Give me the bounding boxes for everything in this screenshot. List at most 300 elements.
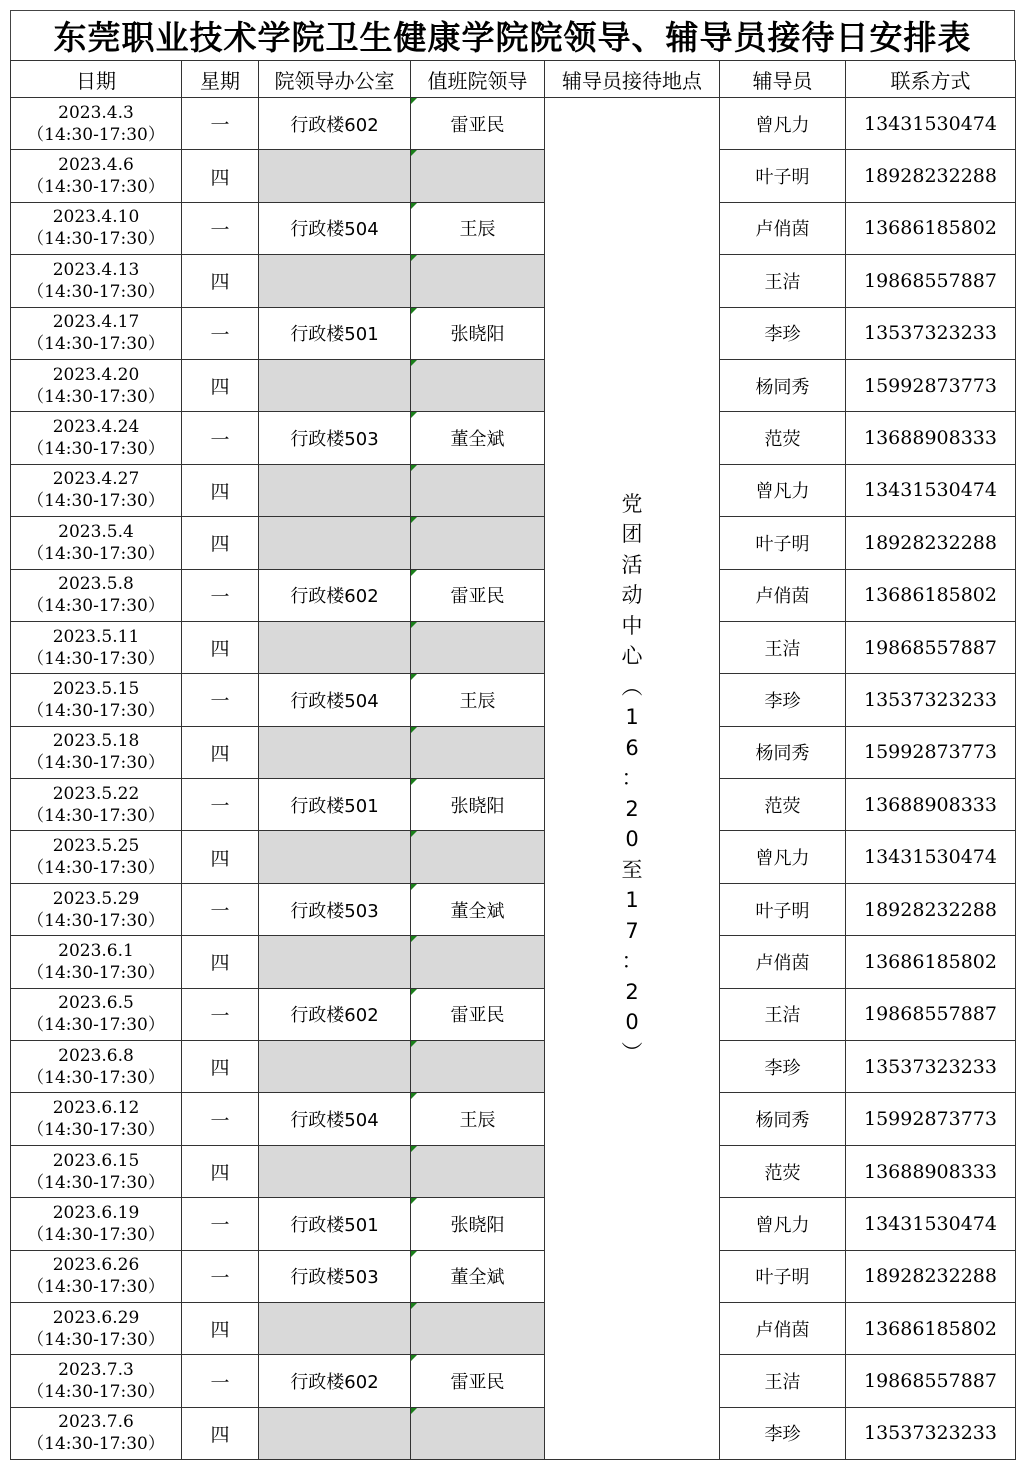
phone-cell: 19868557887	[846, 1355, 1016, 1407]
comment-marker-icon	[411, 1251, 417, 1257]
table-row	[11, 1250, 1016, 1302]
time-text: （14:30-17:30）	[27, 439, 165, 460]
header-office: 院领导办公室	[259, 61, 411, 98]
office-cell	[259, 517, 411, 569]
counselor-cell: 王洁	[720, 1355, 846, 1407]
office-cell: 行政楼602	[259, 1355, 411, 1407]
counselor-cell: 曾凡力	[720, 464, 846, 516]
date-cell	[11, 150, 182, 202]
table-row	[11, 98, 1016, 150]
date-text: 2023.6.26	[52, 1255, 140, 1276]
office-cell	[259, 726, 411, 778]
phone-cell: 13431530474	[846, 464, 1016, 516]
leader-cell	[411, 674, 545, 726]
date-cell	[11, 726, 182, 778]
counselor-cell: 卢俏茵	[720, 202, 846, 254]
date-text: 2023.5.15	[52, 678, 140, 699]
counselor-cell: 李珍	[720, 674, 846, 726]
date-cell	[11, 202, 182, 254]
leader-name: 张晓阳	[450, 324, 505, 346]
time-text: （14:30-17:30）	[27, 1172, 165, 1193]
counselor-cell: 王洁	[720, 621, 846, 673]
leader-cell	[411, 1041, 545, 1093]
counselor-cell: 曾凡力	[720, 831, 846, 883]
table-row	[11, 1355, 1016, 1407]
location-vertical-text	[545, 489, 719, 1069]
date-cell	[11, 307, 182, 359]
date-text: 2023.4.17	[52, 312, 140, 333]
table-row	[11, 988, 1016, 1040]
comment-marker-icon	[411, 1355, 417, 1361]
phone-cell: 13686185802	[846, 202, 1016, 254]
time-text: （14:30-17:30）	[27, 543, 165, 564]
date-text: 2023.4.13	[52, 259, 140, 280]
weekday-cell: 一	[182, 1250, 259, 1302]
header-leader: 值班院领导	[411, 61, 545, 98]
schedule-table	[10, 60, 1016, 1460]
weekday-cell: 四	[182, 1041, 259, 1093]
location-char: 1	[625, 888, 639, 913]
date-text: 2023.4.20	[52, 364, 140, 385]
weekday-cell: 四	[182, 150, 259, 202]
table-row	[11, 359, 1016, 411]
location-char: 0	[625, 827, 639, 852]
time-text: （14:30-17:30）	[27, 858, 165, 879]
phone-cell: 13686185802	[846, 936, 1016, 988]
comment-marker-icon	[411, 674, 417, 680]
location-char: 2	[625, 979, 639, 1004]
table-row	[11, 1198, 1016, 1250]
leader-cell	[411, 1198, 545, 1250]
location-char: 至	[621, 857, 643, 882]
date-cell	[11, 831, 182, 883]
comment-marker-icon	[411, 727, 417, 733]
time-text: （14:30-17:30）	[27, 491, 165, 512]
table-row	[11, 517, 1016, 569]
time-text: （14:30-17:30）	[27, 596, 165, 617]
weekday-cell: 四	[182, 831, 259, 883]
comment-marker-icon	[411, 622, 417, 628]
leader-cell	[411, 359, 545, 411]
date-text: 2023.5.22	[52, 783, 140, 804]
time-text: （14:30-17:30）	[27, 753, 165, 774]
comment-marker-icon	[411, 150, 417, 156]
phone-cell: 18928232288	[846, 517, 1016, 569]
time-text: （14:30-17:30）	[27, 1015, 165, 1036]
location-char: 团	[621, 522, 643, 547]
time-text: （14:30-17:30）	[27, 648, 165, 669]
table-row	[11, 150, 1016, 202]
date-text: 2023.6.5	[58, 993, 134, 1014]
weekday-cell: 一	[182, 307, 259, 359]
location-char: ：	[621, 766, 643, 791]
weekday-cell: 一	[182, 98, 259, 150]
leader-name: 张晓阳	[450, 1214, 505, 1236]
time-text: （14:30-17:30）	[27, 700, 165, 721]
office-cell: 行政楼504	[259, 1093, 411, 1145]
leader-name: 王辰	[459, 690, 496, 712]
date-cell	[11, 517, 182, 569]
time-text: （14:30-17:30）	[27, 1434, 165, 1455]
table-row	[11, 726, 1016, 778]
header-counselor: 辅导员	[720, 61, 846, 98]
date-cell	[11, 1250, 182, 1302]
leader-cell	[411, 98, 545, 150]
location-char: 动	[621, 583, 643, 608]
phone-cell: 13537323233	[846, 1041, 1016, 1093]
leader-name: 王辰	[459, 219, 496, 241]
table-row	[11, 1302, 1016, 1354]
date-text: 2023.7.3	[58, 1360, 134, 1381]
office-cell	[259, 1302, 411, 1354]
date-text: 2023.6.8	[58, 1045, 134, 1066]
leader-cell	[411, 883, 545, 935]
time-text: （14:30-17:30）	[27, 281, 165, 302]
location-char: ︵	[621, 674, 643, 699]
weekday-cell: 四	[182, 1145, 259, 1197]
time-text: （14:30-17:30）	[27, 1224, 165, 1245]
date-text: 2023.6.12	[52, 1098, 140, 1119]
phone-cell: 13537323233	[846, 1407, 1016, 1459]
comment-marker-icon	[411, 98, 417, 104]
counselor-cell: 范荧	[720, 412, 846, 464]
time-text: （14:30-17:30）	[27, 962, 165, 983]
counselor-cell: 杨同秀	[720, 359, 846, 411]
table-row	[11, 779, 1016, 831]
date-cell	[11, 988, 182, 1040]
table-row	[11, 621, 1016, 673]
counselor-cell: 杨同秀	[720, 1093, 846, 1145]
office-cell: 行政楼501	[259, 1198, 411, 1250]
header-location: 辅导员接待地点	[545, 61, 720, 98]
leader-cell	[411, 936, 545, 988]
counselor-cell: 卢俏茵	[720, 569, 846, 621]
office-cell: 行政楼503	[259, 412, 411, 464]
date-cell	[11, 1145, 182, 1197]
counselor-cell: 杨同秀	[720, 726, 846, 778]
date-cell	[11, 569, 182, 621]
counselor-cell: 叶子明	[720, 517, 846, 569]
office-cell	[259, 1145, 411, 1197]
counselor-cell: 卢俏茵	[720, 1302, 846, 1354]
phone-cell: 13688908333	[846, 412, 1016, 464]
date-cell	[11, 464, 182, 516]
table-row	[11, 674, 1016, 726]
phone-cell: 18928232288	[846, 150, 1016, 202]
table-body	[11, 98, 1016, 1460]
leader-cell	[411, 1302, 545, 1354]
office-cell	[259, 464, 411, 516]
leader-cell	[411, 202, 545, 254]
phone-cell: 13686185802	[846, 569, 1016, 621]
leader-name: 张晓阳	[450, 795, 505, 817]
comment-marker-icon	[411, 1041, 417, 1047]
weekday-cell: 四	[182, 359, 259, 411]
phone-cell: 13688908333	[846, 1145, 1016, 1197]
table-row	[11, 412, 1016, 464]
weekday-cell: 一	[182, 1355, 259, 1407]
phone-cell: 13686185802	[846, 1302, 1016, 1354]
location-char: 心	[621, 644, 643, 669]
counselor-cell: 范荧	[720, 779, 846, 831]
leader-name: 董全斌	[450, 900, 505, 922]
counselor-cell: 李珍	[720, 1041, 846, 1093]
date-cell	[11, 621, 182, 673]
table-row	[11, 255, 1016, 307]
date-cell	[11, 1302, 182, 1354]
counselor-cell: 卢俏茵	[720, 936, 846, 988]
weekday-cell: 四	[182, 936, 259, 988]
location-char: 7	[625, 918, 639, 943]
comment-marker-icon	[411, 1408, 417, 1414]
date-cell	[11, 255, 182, 307]
date-cell	[11, 674, 182, 726]
table-row	[11, 936, 1016, 988]
page-title: 东莞职业技术学院卫生健康学院院领导、辅导员接待日安排表	[10, 10, 1015, 60]
comment-marker-icon	[411, 203, 417, 209]
date-text: 2023.6.19	[52, 1202, 140, 1223]
date-text: 2023.5.25	[52, 836, 140, 857]
counselor-cell: 王洁	[720, 255, 846, 307]
leader-cell	[411, 1407, 545, 1459]
leader-cell	[411, 464, 545, 516]
header-row	[11, 61, 1016, 98]
header-weekday: 星期	[182, 61, 259, 98]
weekday-cell: 一	[182, 883, 259, 935]
leader-name: 董全斌	[450, 429, 505, 451]
weekday-cell: 四	[182, 1407, 259, 1459]
comment-marker-icon	[411, 517, 417, 523]
phone-cell: 18928232288	[846, 1250, 1016, 1302]
time-text: （14:30-17:30）	[27, 1329, 165, 1350]
leader-cell	[411, 1093, 545, 1145]
date-cell	[11, 1198, 182, 1250]
weekday-cell: 四	[182, 621, 259, 673]
comment-marker-icon	[411, 412, 417, 418]
phone-cell: 15992873773	[846, 1093, 1016, 1145]
comment-marker-icon	[411, 465, 417, 471]
date-text: 2023.5.4	[58, 521, 134, 542]
leader-name: 雷亚民	[450, 586, 505, 608]
leader-cell	[411, 569, 545, 621]
office-cell: 行政楼501	[259, 779, 411, 831]
office-cell	[259, 621, 411, 673]
office-cell: 行政楼602	[259, 988, 411, 1040]
phone-cell: 15992873773	[846, 726, 1016, 778]
comment-marker-icon	[411, 989, 417, 995]
office-cell	[259, 150, 411, 202]
date-text: 2023.5.11	[52, 626, 140, 647]
date-text: 2023.7.6	[58, 1412, 134, 1433]
table-row	[11, 1093, 1016, 1145]
comment-marker-icon	[411, 308, 417, 314]
weekday-cell: 一	[182, 1093, 259, 1145]
time-text: （14:30-17:30）	[27, 229, 165, 250]
counselor-cell: 叶子明	[720, 150, 846, 202]
date-text: 2023.5.8	[58, 574, 134, 595]
weekday-cell: 一	[182, 779, 259, 831]
phone-cell: 13537323233	[846, 674, 1016, 726]
location-char: 活	[621, 552, 643, 577]
location-char: ︶	[621, 1040, 643, 1065]
date-text: 2023.4.3	[58, 102, 134, 123]
weekday-cell: 一	[182, 988, 259, 1040]
location-char: 党	[621, 491, 643, 516]
weekday-cell: 一	[182, 202, 259, 254]
phone-cell: 13431530474	[846, 1198, 1016, 1250]
leader-cell	[411, 412, 545, 464]
leader-cell	[411, 621, 545, 673]
table-row	[11, 464, 1016, 516]
date-text: 2023.6.29	[52, 1307, 140, 1328]
date-cell	[11, 98, 182, 150]
leader-cell	[411, 307, 545, 359]
office-cell: 行政楼504	[259, 674, 411, 726]
leader-cell	[411, 517, 545, 569]
date-text: 2023.6.15	[52, 1150, 140, 1171]
leader-cell	[411, 779, 545, 831]
date-text: 2023.4.6	[58, 155, 134, 176]
office-cell: 行政楼504	[259, 202, 411, 254]
leader-cell	[411, 1355, 545, 1407]
date-cell	[11, 936, 182, 988]
phone-cell: 19868557887	[846, 988, 1016, 1040]
phone-cell: 19868557887	[846, 621, 1016, 673]
comment-marker-icon	[411, 360, 417, 366]
time-text: （14:30-17:30）	[27, 1120, 165, 1141]
weekday-cell: 四	[182, 464, 259, 516]
comment-marker-icon	[411, 1198, 417, 1204]
time-text: （14:30-17:30）	[27, 177, 165, 198]
table-row	[11, 883, 1016, 935]
comment-marker-icon	[411, 884, 417, 890]
leader-cell	[411, 1250, 545, 1302]
phone-cell: 13431530474	[846, 98, 1016, 150]
weekday-cell: 四	[182, 1302, 259, 1354]
date-cell	[11, 412, 182, 464]
leader-cell	[411, 988, 545, 1040]
date-text: 2023.4.27	[52, 469, 140, 490]
date-text: 2023.6.1	[58, 940, 134, 961]
leader-name: 雷亚民	[450, 1372, 505, 1394]
phone-cell: 13688908333	[846, 779, 1016, 831]
time-text: （14:30-17:30）	[27, 334, 165, 355]
counselor-cell: 曾凡力	[720, 1198, 846, 1250]
date-text: 2023.4.10	[52, 207, 140, 228]
table-row	[11, 831, 1016, 883]
counselor-cell: 李珍	[720, 1407, 846, 1459]
weekday-cell: 一	[182, 1198, 259, 1250]
office-cell	[259, 936, 411, 988]
date-cell	[11, 1093, 182, 1145]
office-cell	[259, 359, 411, 411]
date-cell	[11, 883, 182, 935]
table-row	[11, 307, 1016, 359]
weekday-cell: 一	[182, 412, 259, 464]
office-cell	[259, 831, 411, 883]
leader-name: 王辰	[459, 1110, 496, 1132]
time-text: （14:30-17:30）	[27, 805, 165, 826]
weekday-cell: 一	[182, 674, 259, 726]
office-cell	[259, 255, 411, 307]
table-row	[11, 1145, 1016, 1197]
header-contact: 联系方式	[846, 61, 1016, 98]
phone-cell: 18928232288	[846, 883, 1016, 935]
weekday-cell: 一	[182, 569, 259, 621]
location-char: 1	[625, 705, 639, 730]
counselor-cell: 范荧	[720, 1145, 846, 1197]
location-char: 2	[625, 796, 639, 821]
location-char: 中	[621, 613, 643, 638]
time-text: （14:30-17:30）	[27, 910, 165, 931]
table-row	[11, 1407, 1016, 1459]
date-cell	[11, 1355, 182, 1407]
table-row	[11, 1041, 1016, 1093]
counselor-cell: 叶子明	[720, 883, 846, 935]
comment-marker-icon	[411, 831, 417, 837]
comment-marker-icon	[411, 1146, 417, 1152]
time-text: （14:30-17:30）	[27, 124, 165, 145]
date-cell	[11, 1041, 182, 1093]
location-cell	[545, 98, 720, 1460]
comment-marker-icon	[411, 779, 417, 785]
location-char: 0	[625, 1010, 639, 1035]
phone-cell: 15992873773	[846, 359, 1016, 411]
comment-marker-icon	[411, 1303, 417, 1309]
date-text: 2023.5.29	[52, 888, 140, 909]
time-text: （14:30-17:30）	[27, 1277, 165, 1298]
phone-cell: 13537323233	[846, 307, 1016, 359]
location-char: 6	[625, 735, 639, 760]
weekday-cell: 四	[182, 726, 259, 778]
counselor-cell: 曾凡力	[720, 98, 846, 150]
location-char: ：	[621, 949, 643, 974]
date-cell	[11, 1407, 182, 1459]
leader-cell	[411, 831, 545, 883]
time-text: （14:30-17:30）	[27, 1067, 165, 1088]
weekday-cell: 四	[182, 517, 259, 569]
date-cell	[11, 359, 182, 411]
date-text: 2023.5.18	[52, 731, 140, 752]
leader-name: 雷亚民	[450, 1005, 505, 1027]
office-cell	[259, 1041, 411, 1093]
leader-cell	[411, 1145, 545, 1197]
office-cell: 行政楼503	[259, 883, 411, 935]
time-text: （14:30-17:30）	[27, 386, 165, 407]
counselor-cell: 叶子明	[720, 1250, 846, 1302]
office-cell: 行政楼501	[259, 307, 411, 359]
leader-cell	[411, 726, 545, 778]
leader-cell	[411, 255, 545, 307]
office-cell: 行政楼503	[259, 1250, 411, 1302]
comment-marker-icon	[411, 936, 417, 942]
comment-marker-icon	[411, 1093, 417, 1099]
leader-name: 雷亚民	[450, 114, 505, 136]
counselor-cell: 李珍	[720, 307, 846, 359]
date-cell	[11, 779, 182, 831]
leader-cell	[411, 150, 545, 202]
time-text: （14:30-17:30）	[27, 1382, 165, 1403]
comment-marker-icon	[411, 255, 417, 261]
comment-marker-icon	[411, 570, 417, 576]
office-cell	[259, 1407, 411, 1459]
office-cell: 行政楼602	[259, 569, 411, 621]
header-date: 日期	[11, 61, 182, 98]
phone-cell: 13431530474	[846, 831, 1016, 883]
table-row	[11, 202, 1016, 254]
weekday-cell: 四	[182, 255, 259, 307]
counselor-cell: 王洁	[720, 988, 846, 1040]
